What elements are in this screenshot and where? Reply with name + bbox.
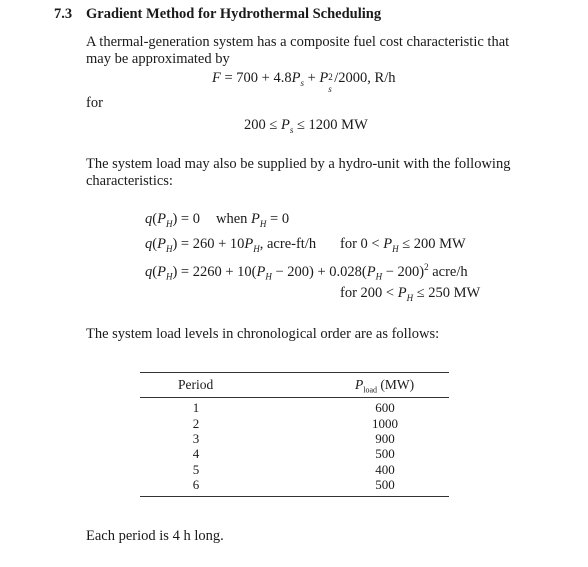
eq3-cond-b: ≤ 250 MW bbox=[413, 285, 481, 301]
range-right: ≤ 1200 MW bbox=[293, 117, 368, 133]
eq1-cond-var: P bbox=[251, 211, 260, 227]
eq3-cond-sub: H bbox=[406, 292, 414, 303]
load-intro: The system load levels in chronological order are as follows: bbox=[86, 326, 440, 342]
cost-var-P1: P bbox=[291, 70, 301, 86]
hydro-equation-3 bbox=[145, 262, 468, 282]
hydro-equation-2-condition bbox=[340, 236, 466, 254]
eq3-sub3: H bbox=[375, 271, 383, 282]
eq3-var: P bbox=[157, 263, 166, 280]
eq2-sub2: H bbox=[253, 243, 260, 254]
eq3-close: ) = 2260 + 10( bbox=[172, 263, 257, 280]
intro-line-1: A thermal-generation system has a composite fuel cost characteristic that bbox=[86, 34, 510, 50]
eq3-end: − 200) bbox=[382, 263, 425, 280]
hydro-equation-3-condition bbox=[340, 285, 480, 303]
period-length-note: Each period is 4 h long. bbox=[86, 528, 224, 544]
eq2-open: ( bbox=[152, 236, 158, 252]
eq2-close: ) = 260 + 10 bbox=[172, 236, 245, 252]
cost-rhs-a: = 700 + 4.8 bbox=[220, 70, 292, 86]
cost-var-P2: P bbox=[319, 70, 329, 86]
table-header-period: Period bbox=[178, 377, 214, 392]
intro-line-2: may be approximated by bbox=[86, 51, 230, 67]
eq3-mid: − 200) + 0.028( bbox=[271, 263, 367, 280]
eq2-cond-var: P bbox=[383, 236, 393, 252]
eq3-var3: P bbox=[366, 263, 376, 280]
section-number: 7.3 bbox=[54, 6, 73, 22]
eq3-open: ( bbox=[152, 263, 158, 280]
table-top-rule bbox=[140, 372, 449, 373]
hydro-intro-line-1: The system load may also be supplied by a hydro-unit with the following bbox=[86, 156, 511, 172]
cost-rhs-c: /2000, bbox=[334, 70, 375, 86]
table-cell-period: 4 bbox=[192, 446, 200, 461]
eq1-cond-b: = 0 bbox=[266, 211, 290, 227]
eq2-rest: , acre-ft/h bbox=[259, 236, 317, 252]
cost-sub-2: s bbox=[328, 84, 332, 94]
eq1-q: q bbox=[145, 211, 153, 227]
table-cell-load: 900 bbox=[375, 431, 395, 446]
table-cell-period: 3 bbox=[192, 431, 200, 446]
table-bottom-rule bbox=[140, 496, 449, 497]
eq3-q: q bbox=[145, 263, 153, 280]
table-cell-load: 1000 bbox=[372, 416, 398, 431]
table-cell-period: 1 bbox=[192, 400, 200, 415]
hydro-equation-1-condition bbox=[216, 211, 289, 229]
eq2-q: q bbox=[145, 236, 153, 252]
table-cell-period: 5 bbox=[192, 462, 200, 477]
eq3-units: acre/h bbox=[428, 263, 468, 280]
table-header-load bbox=[355, 377, 414, 395]
cost-var-F: F bbox=[212, 70, 221, 86]
hydro-intro-line-2: characteristics: bbox=[86, 173, 173, 189]
hydro-equation-1 bbox=[145, 211, 200, 229]
eq3-cond-var: P bbox=[397, 285, 407, 301]
eq3-var2: P bbox=[256, 263, 266, 280]
table-cell-period: 2 bbox=[192, 416, 200, 431]
eq1-var: P bbox=[157, 211, 166, 227]
eq3-sup: 2 bbox=[424, 262, 429, 272]
header-load-unit: (MW) bbox=[377, 377, 415, 392]
eq3-sub: H bbox=[165, 271, 173, 282]
cost-units: R/h bbox=[374, 70, 396, 86]
table-header-rule bbox=[140, 397, 449, 398]
eq1-open: ( bbox=[152, 211, 158, 227]
eq2-cond-b: ≤ 200 MW bbox=[398, 236, 466, 252]
range-equation bbox=[244, 117, 368, 135]
for-word: for bbox=[86, 95, 103, 111]
range-left: 200 ≤ bbox=[244, 117, 281, 133]
eq3-cond-a: for 200 < bbox=[340, 285, 398, 301]
header-load-var: P bbox=[355, 377, 364, 392]
range-var: P bbox=[280, 117, 290, 133]
table-cell-load: 600 bbox=[375, 400, 395, 415]
section-title: Gradient Method for Hydrothermal Scheduling bbox=[86, 6, 382, 22]
eq2-var2: P bbox=[244, 236, 254, 252]
header-load-sub: load bbox=[363, 385, 378, 395]
cost-rhs-b: + bbox=[303, 70, 320, 86]
table-cell-period: 6 bbox=[192, 477, 200, 492]
table-cell-load: 500 bbox=[375, 477, 395, 492]
cost-sup-2: 2 bbox=[328, 72, 333, 82]
eq2-sub: H bbox=[165, 243, 173, 254]
cost-sub-1: s bbox=[300, 77, 304, 88]
eq1-close: ) = 0 bbox=[172, 211, 200, 227]
eq2-var: P bbox=[157, 236, 166, 252]
eq2-cond-sub: H bbox=[392, 243, 399, 254]
table-cell-load: 400 bbox=[375, 462, 395, 477]
eq1-sub: H bbox=[165, 218, 173, 229]
hydro-equation-2 bbox=[145, 236, 316, 254]
range-sub: s bbox=[289, 124, 294, 135]
cost-equation bbox=[212, 70, 396, 94]
eq2-cond-a: for 0 < bbox=[340, 236, 384, 252]
table-cell-load: 500 bbox=[375, 446, 395, 461]
eq1-cond-sub: H bbox=[259, 218, 267, 229]
eq3-sub2: H bbox=[265, 271, 272, 282]
eq1-cond-a: when bbox=[216, 211, 252, 227]
